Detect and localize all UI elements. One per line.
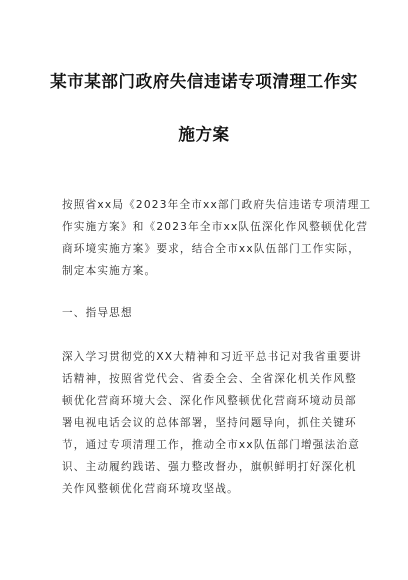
document-title-line-1: 某市某部门政府失信违诺专项清理工作实 [50,72,358,91]
intro-line: 商环境实施方案》要求，结合全市xx队伍部门工作实际， [62,243,360,255]
intro-paragraph [62,194,372,282]
paragraph-line: 识、主动履约践诺、强力整改督办，旗帜鲜明打好深化机 [62,461,357,473]
paragraph-line: 深入学习贯彻党的XX大精神和习近平总书记对我省重要讲 [62,351,362,363]
paragraph-line: 顿优化营商环境大会、深化作风整顿优化营商环境动员部 [62,395,357,407]
section-heading-guiding-ideology: 一、指导思想 [62,307,133,319]
paragraph-line: 节，通过专项清理工作，推动全市xx队伍部门增强法治意 [62,439,360,451]
intro-line: 按照省xx局《2023年全市xx部门政府失信违诺专项清理工 [62,199,372,211]
paragraph-line: 署电视电话会议的总体部署，坚持问题导向，抓住关键环 [62,417,357,429]
intro-line: 作实施方案》和《2023年全市xx队伍深化作风整顿优化营 [62,221,369,233]
guiding-ideology-paragraph [62,346,362,500]
document-title-line-2: 施方案 [178,125,230,144]
intro-line: 制定本实施方案。 [62,265,157,277]
paragraph-line: 关作风整顿优化营商环境攻坚战。 [62,483,239,495]
paragraph-line: 话精神，按照省党代会、省委全会、全省深化机关作风整 [62,373,357,385]
